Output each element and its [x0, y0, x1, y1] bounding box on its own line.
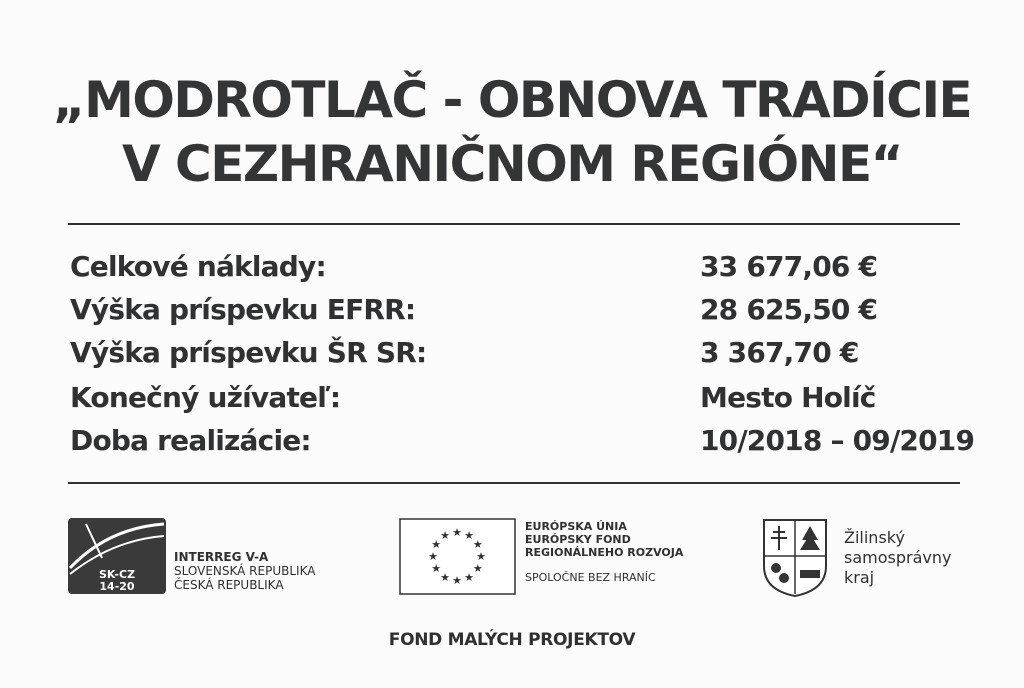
detail-row-total-costs	[70, 250, 960, 294]
eu-star-icon: ★	[452, 526, 462, 539]
interreg-logo	[68, 518, 316, 600]
zsk-logo	[762, 518, 952, 602]
eu-line-1: EURÓPSKA ÚNIA	[525, 520, 627, 533]
zsk-line-1: Žilinský	[844, 528, 905, 547]
detail-value: 33 677,06 €	[700, 250, 878, 283]
interreg-country-sk: SLOVENSKÁ REPUBLIKA	[174, 564, 316, 578]
eu-star-icon: ★	[472, 538, 483, 551]
eu-star-icon: ★	[464, 529, 474, 543]
eu-motto: SPOLOČNE BEZ HRANÍC	[525, 571, 656, 584]
eu-star-icon: ★	[440, 570, 450, 584]
eu-line-3: REGIONÁLNEHO ROZVOJA	[525, 546, 684, 559]
eu-star-icon: ★	[431, 562, 442, 575]
detail-value: 10/2018 – 09/2019	[700, 424, 975, 457]
coat-of-arms-icon	[762, 518, 828, 598]
interreg-country-cz: ČESKÁ REPUBLIKA	[174, 578, 284, 592]
detail-row-end-user	[70, 381, 960, 425]
detail-label: Výška príspevku ŠR SR:	[70, 336, 427, 369]
eu-star-icon: ★	[440, 529, 450, 543]
detail-label: Doba realizácie:	[70, 424, 311, 457]
eu-star-icon: ★	[472, 562, 483, 575]
title-line-1: „MODROTLAČ - OBNOVA TRADÍCIE	[52, 71, 972, 129]
divider-top	[68, 223, 960, 225]
interreg-name: INTERREG V-A	[174, 550, 269, 564]
interreg-badge-line2: 14-20	[99, 580, 135, 593]
detail-row-efrr	[70, 293, 960, 337]
detail-label: Výška príspevku EFRR:	[70, 293, 416, 326]
detail-row-state-budget	[70, 336, 960, 380]
detail-value: Mesto Holíč	[700, 381, 876, 414]
eu-line-2: EURÓPSKY FOND	[525, 533, 631, 546]
eu-star-icon: ★	[452, 574, 462, 587]
title-line-2: V CEZHRANIČNOM REGIÓNE“	[121, 135, 903, 193]
detail-label: Celkové náklady:	[70, 250, 326, 283]
eu-star-icon: ★	[428, 550, 438, 563]
zsk-line-2: samosprávny	[844, 548, 952, 567]
detail-row-period	[70, 424, 975, 468]
eu-star-icon: ★	[476, 550, 486, 563]
eu-star-icon: ★	[431, 538, 442, 551]
footer-fund-name: FOND MALÝCH PROJEKTOV	[388, 630, 636, 650]
interreg-badge-icon	[68, 518, 168, 596]
detail-value: 28 625,50 €	[700, 293, 878, 326]
detail-label: Konečný užívateľ:	[70, 381, 341, 414]
detail-value: 3 367,70 €	[700, 336, 859, 369]
divider-bottom	[68, 482, 960, 484]
project-title	[0, 68, 1024, 196]
interreg-badge-line1: SK-CZ	[98, 568, 136, 581]
eu-logo	[399, 518, 684, 600]
zsk-line-3: kraj	[844, 568, 875, 587]
eu-flag-icon	[399, 518, 517, 596]
eu-star-icon: ★	[464, 570, 474, 584]
